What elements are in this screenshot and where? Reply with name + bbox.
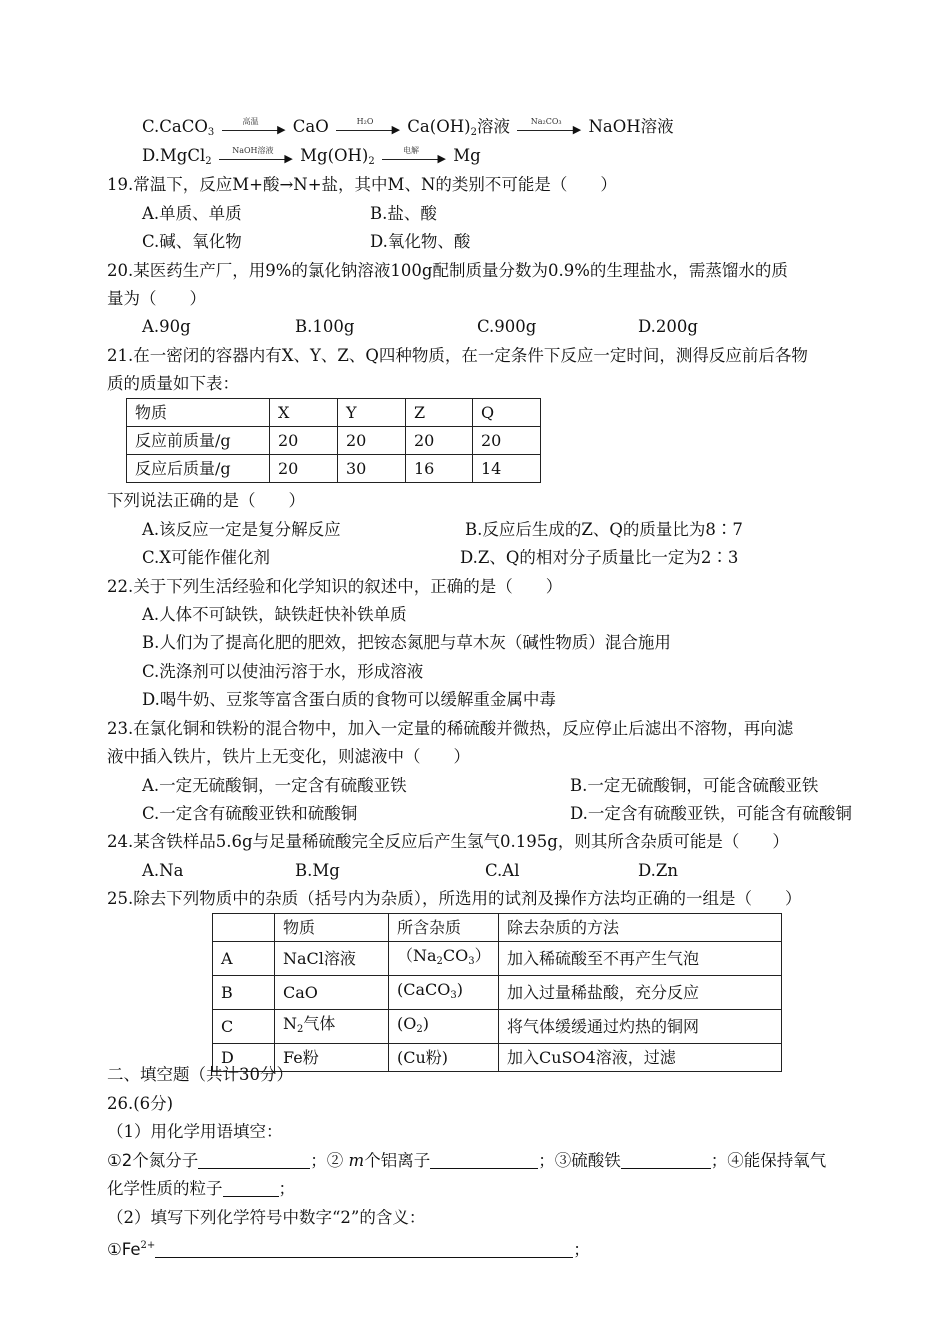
answer-blank[interactable] bbox=[198, 1152, 310, 1169]
q25-impurity-table bbox=[212, 913, 782, 1072]
q23-option-c: C.一定含有硫酸亚铁和硫酸铜 bbox=[142, 804, 358, 823]
q22-option-a: A.人体不可缺铁，缺铁赶快补铁单质 bbox=[142, 605, 407, 624]
table-cell: 20 bbox=[473, 427, 541, 455]
table-cell: $N_2$气体 bbox=[275, 1010, 389, 1044]
table-cell: 所含杂质 bbox=[389, 914, 499, 942]
q26-heading: 26.(6分) bbox=[107, 1094, 174, 1113]
table-cell: Y bbox=[338, 399, 406, 427]
table-cell: X bbox=[270, 399, 338, 427]
table-row bbox=[127, 399, 541, 427]
q26-part1: （1）用化学用语填空： bbox=[107, 1122, 283, 1141]
table-cell bbox=[213, 914, 275, 942]
reaction-arrow: Na₂CO₃ ▶ bbox=[517, 121, 581, 135]
q22-option-c: C.洗涤剂可以使油污溶于水，形成溶液 bbox=[142, 662, 424, 681]
table-cell: 物质 bbox=[127, 399, 270, 427]
q24-option-b: B.Mg bbox=[295, 861, 340, 880]
table-row bbox=[213, 1010, 782, 1044]
q18-option-d: D.MgCl$_2$ NaOH溶液 ▶ $Mg(OH)_2$ 电解 ▶ Mg bbox=[142, 145, 481, 167]
q26-part1-line1: ①2个氮分子 ；② m个铝离子 ；③硫酸铁 ；④能保持氧气 bbox=[107, 1151, 827, 1170]
q24-stem: 24.某含铁样品5.6g与足量稀硫酸完全反应后产生氢气0.195g，则其所含杂质可能是（ ） bbox=[107, 832, 789, 851]
table-cell: 16 bbox=[406, 455, 473, 483]
table-cell: C bbox=[213, 1010, 275, 1044]
table-cell: 14 bbox=[473, 455, 541, 483]
q24-option-d: D.Zn bbox=[638, 861, 678, 880]
table-cell: Q bbox=[473, 399, 541, 427]
q21-stem-line1: 21.在一密闭的容器内有X、Y、Z、Q四种物质，在一定条件下反应一定时间，测得反应前后各物 bbox=[107, 346, 808, 365]
q26-part1-line2: 化学性质的粒子 ； bbox=[107, 1179, 295, 1198]
q21-option-a: A.该反应一定是复分解反应 bbox=[142, 520, 341, 539]
reaction-arrow: 高温 ▶ bbox=[222, 121, 286, 135]
table-row bbox=[213, 976, 782, 1010]
answer-blank[interactable] bbox=[621, 1152, 711, 1169]
q20-option-c: C.900g bbox=[477, 317, 537, 336]
q20-option-d: D.200g bbox=[638, 317, 698, 336]
q26-part2: （2）填写下列化学符号中数字“2”的含义： bbox=[107, 1208, 426, 1227]
q23-option-d: D.一定含有硫酸亚铁，可能含有硫酸铜 bbox=[570, 804, 852, 823]
table-row bbox=[213, 914, 782, 942]
q22-option-b: B.人们为了提高化肥的肥效，把铵态氮肥与草木灰（碱性物质）混合施用 bbox=[142, 633, 671, 652]
q18-option-c: C.CaCO$_3$ 高温 ▶ CaO H₂O ▶ $Ca(OH)_2$溶液 Na₂CO₃ ▶ NaOH溶液 bbox=[142, 116, 674, 138]
q24-option-a: A.Na bbox=[142, 861, 184, 880]
q23-stem-line2: 液中插入铁片，铁片上无变化，则滤液中（ ） bbox=[107, 747, 470, 766]
q21-mass-table bbox=[126, 398, 541, 483]
table-cell: (CaCO$_3$) bbox=[389, 976, 499, 1010]
q22-stem: 22.关于下列生活经验和化学知识的叙述中，正确的是（ ） bbox=[107, 577, 563, 596]
table-cell: 20 bbox=[338, 427, 406, 455]
answer-blank[interactable] bbox=[155, 1241, 573, 1258]
q23-stem-line1: 23.在氯化铜和铁粉的混合物中，加入一定量的稀硫酸并微热，反应停止后滤出不溶物，再向滤 bbox=[107, 719, 794, 738]
table-cell: 加入稀硫酸至不再产生气泡 bbox=[499, 942, 782, 976]
table-cell: Z bbox=[406, 399, 473, 427]
q19-option-b: B.盐、酸 bbox=[370, 204, 437, 223]
section-heading: 二、填空题（共计30分） bbox=[107, 1065, 293, 1084]
table-cell: 物质 bbox=[275, 914, 389, 942]
q21-option-b: B.反应后生成的Z、Q的质量比为8∶7 bbox=[465, 520, 743, 539]
table-cell: A bbox=[213, 942, 275, 976]
table-row bbox=[213, 942, 782, 976]
table-cell: D bbox=[213, 1044, 275, 1072]
table-cell: 除去杂质的方法 bbox=[499, 914, 782, 942]
q19-option-c: C.碱、氧化物 bbox=[142, 232, 242, 251]
q20-stem-line1: 20.某医药生产厂，用9%的氯化钠溶液100g配制质量分数为0.9%的生理盐水，需蒸馏水的质 bbox=[107, 261, 788, 280]
q19-option-a: A.单质、单质 bbox=[142, 204, 242, 223]
q23-option-b: B.一定无硫酸铜，可能含硫酸亚铁 bbox=[570, 776, 819, 795]
q21-after-table: 下列说法正确的是（ ） bbox=[107, 491, 305, 510]
table-cell: 将气体缓缓通过灼热的铜网 bbox=[499, 1010, 782, 1044]
table-cell: $(O_2)$ bbox=[389, 1010, 499, 1044]
table-cell: B bbox=[213, 976, 275, 1010]
q22-option-d: D.喝牛奶、豆浆等富含蛋白质的食物可以缓解重金属中毒 bbox=[142, 690, 556, 709]
table-cell: 20 bbox=[270, 455, 338, 483]
q21-option-c: C.X可能作催化剂 bbox=[142, 548, 271, 567]
q25-stem: 25.除去下列物质中的杂质（括号内为杂质），所选用的试剂及操作方法均正确的一组是（ ） bbox=[107, 889, 802, 908]
table-cell: (Cu粉) bbox=[389, 1044, 499, 1072]
table-cell: 20 bbox=[406, 427, 473, 455]
q23-option-a: A.一定无硫酸铜，一定含有硫酸亚铁 bbox=[142, 776, 407, 795]
table-cell: 反应前质量/g bbox=[127, 427, 270, 455]
table-cell: 30 bbox=[338, 455, 406, 483]
table-cell: 反应后质量/g bbox=[127, 455, 270, 483]
table-cell: 20 bbox=[270, 427, 338, 455]
answer-blank[interactable] bbox=[430, 1152, 538, 1169]
q19-option-d: D.氧化物、酸 bbox=[370, 232, 471, 251]
reaction-arrow: NaOH溶液 ▶ bbox=[219, 150, 293, 164]
answer-blank[interactable] bbox=[223, 1180, 279, 1197]
q20-option-a: A.90g bbox=[142, 317, 191, 336]
reaction-arrow: 电解 ▶ bbox=[382, 150, 446, 164]
q20-option-b: B.100g bbox=[295, 317, 355, 336]
table-cell: NaCl溶液 bbox=[275, 942, 389, 976]
table-row bbox=[213, 1044, 782, 1072]
q21-option-d: D.Z、Q的相对分子质量比一定为2∶3 bbox=[460, 548, 739, 567]
table-row bbox=[127, 455, 541, 483]
q26-part2-item1: $①Fe^{2+}$ ； bbox=[107, 1240, 590, 1259]
reaction-arrow: H₂O ▶ bbox=[336, 121, 400, 135]
q20-stem-line2: 量为（ ） bbox=[107, 289, 206, 308]
table-cell: CaO bbox=[275, 976, 389, 1010]
q21-stem-line2: 质的质量如下表： bbox=[107, 374, 239, 393]
q24-option-c: C.Al bbox=[485, 861, 520, 880]
table-cell: 加入过量稀盐酸，充分反应 bbox=[499, 976, 782, 1010]
table-cell: 加入CuSO4溶液，过滤 bbox=[499, 1044, 782, 1072]
table-row bbox=[127, 427, 541, 455]
table-cell: $(Na_2CO_3)$ bbox=[389, 942, 499, 976]
table-cell: Fe粉 bbox=[275, 1044, 389, 1072]
q19-stem: 19.常温下，反应M+酸→N+盐，其中M、N的类别不可能是（ ） bbox=[107, 175, 617, 194]
